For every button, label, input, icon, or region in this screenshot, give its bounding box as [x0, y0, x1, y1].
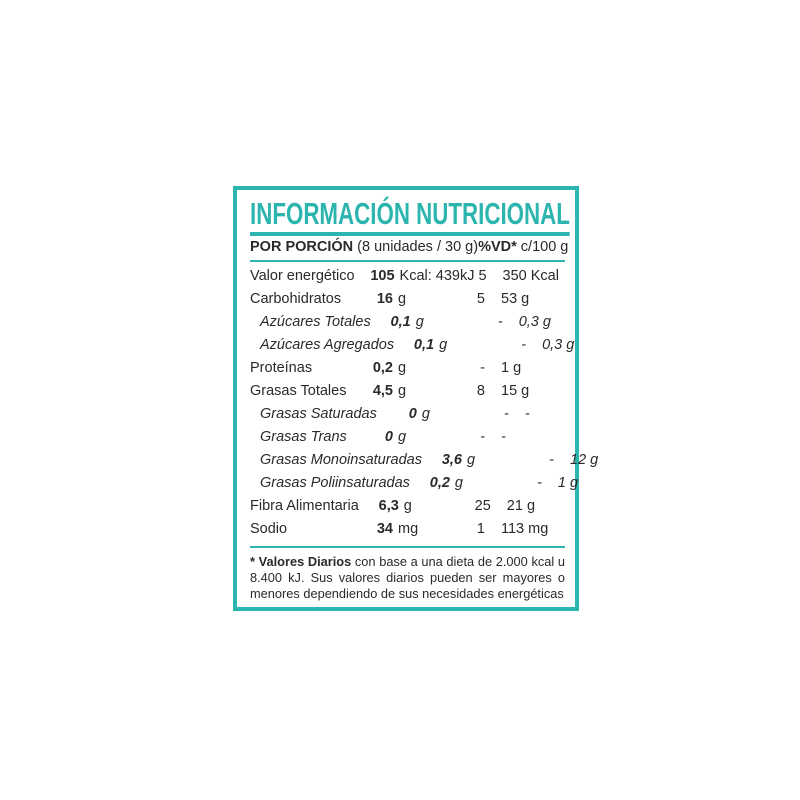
nutrient-value: 16	[376, 291, 393, 308]
nutrient-name: Sodio	[250, 521, 288, 538]
nutrient-unit: Kcal: 439kJ	[399, 268, 475, 285]
nutrient-unit: g	[398, 429, 407, 446]
nutrient-row	[250, 288, 565, 311]
nutrition-label	[233, 186, 599, 611]
serving-size-detail: (8 unidades / 30 g)	[353, 239, 479, 256]
nutrient-daily-value: -	[521, 337, 527, 354]
nutrient-unit: g	[403, 498, 412, 515]
nutrient-per-100g: -	[524, 406, 530, 423]
nutrient-unit: g	[415, 314, 424, 331]
footnote-text: con base a una dieta de 2.000 kcal u 8.400 kJ. Sus valores diarios pueden ser mayores o menores dependiendo de sus necesidades energéticas	[250, 554, 565, 602]
nutrient-row	[250, 334, 575, 357]
nutrient-value: 34	[376, 521, 393, 538]
nutrient-name: Fibra Alimentaria	[250, 498, 359, 515]
column-headers	[478, 239, 568, 255]
serving-size-label: POR PORCIÓN	[250, 239, 354, 256]
nutrient-daily-value: 5	[476, 291, 485, 308]
nutrient-per-100g: 350 Kcal	[502, 268, 559, 285]
nutrient-per-100g: 53 g	[501, 291, 530, 308]
nutrient-name: Grasas Saturadas	[260, 406, 377, 423]
nutrient-row	[250, 311, 565, 334]
nutrition-title-wrap	[250, 196, 570, 236]
nutrient-value: 0	[408, 406, 417, 423]
nutrient-name: Grasas Trans	[260, 429, 347, 446]
nutrient-row	[250, 449, 599, 472]
nutrient-name: Proteínas	[250, 360, 313, 377]
nutrient-daily-value: 5	[478, 268, 487, 285]
nutrient-per-100g: 113 mg	[501, 521, 549, 538]
nutrient-value: 0,2	[429, 475, 450, 492]
nutrient-per-100g: 0,3 g	[518, 314, 551, 331]
nutrient-unit: g	[398, 291, 407, 308]
nutrient-value: 0,1	[413, 337, 435, 354]
nutrient-daily-value: 1	[476, 521, 485, 538]
nutrient-value: 6,3	[378, 498, 399, 515]
serving-size	[250, 239, 478, 255]
nutrition-title: INFORMACIÓN NUTRICIONAL	[250, 197, 570, 236]
nutrient-unit: g	[454, 475, 463, 492]
nutrient-unit: g	[421, 406, 430, 423]
nutrient-daily-value: -	[537, 475, 542, 492]
daily-value-header: %VD*	[478, 239, 517, 256]
nutrient-value: 0	[384, 429, 393, 446]
nutrient-value: 4,5	[372, 383, 393, 400]
nutrient-name: Azúcares Totales	[260, 314, 371, 331]
nutrient-name: Grasas Monoinsaturadas	[260, 452, 422, 469]
nutrient-name: Grasas Poliinsaturadas	[260, 475, 410, 492]
nutrient-unit: g	[467, 452, 476, 469]
nutrient-unit: g	[398, 383, 407, 400]
nutrient-value: 3,6	[441, 452, 462, 469]
nutrient-rows	[250, 262, 599, 541]
nutrient-row	[250, 426, 565, 449]
nutrient-row	[250, 495, 565, 518]
serving-row	[250, 236, 569, 262]
nutrient-daily-value: 8	[476, 383, 485, 400]
nutrient-value: 0,2	[372, 360, 393, 377]
nutrient-name: Grasas Totales	[250, 383, 347, 400]
nutrient-per-100g: 0,3 g	[542, 337, 575, 354]
nutrient-per-100g: 21 g	[506, 498, 536, 515]
nutrient-value: 0,1	[390, 314, 411, 331]
nutrient-per-100g: 15 g	[501, 383, 530, 400]
nutrient-unit: g	[439, 337, 448, 354]
nutrient-row	[250, 518, 565, 541]
nutrient-row	[250, 472, 579, 495]
footnote-bold: * Valores Diarios	[250, 554, 352, 570]
nutrient-daily-value: -	[480, 429, 485, 446]
nutrient-row	[250, 357, 565, 380]
nutrient-value: 105	[370, 268, 395, 285]
nutrient-per-100g: 1 g	[557, 475, 579, 492]
nutrient-unit: mg	[398, 521, 419, 538]
nutrient-daily-value: 25	[474, 498, 491, 515]
nutrient-unit: g	[398, 360, 407, 377]
nutrient-row	[250, 403, 565, 426]
nutrient-daily-value: -	[497, 314, 503, 331]
nutrient-row	[250, 380, 565, 403]
nutrient-name: Azúcares Agregados	[260, 337, 395, 354]
nutrient-daily-value: -	[504, 406, 509, 423]
nutrient-per-100g: 1 g	[501, 360, 522, 377]
nutrient-per-100g: -	[501, 429, 506, 446]
nutrient-name: Valor energético	[250, 268, 355, 285]
nutrient-row	[250, 265, 565, 288]
footnote	[250, 548, 565, 602]
per100-header: c/100 g	[516, 239, 569, 256]
nutrient-per-100g: 12 g	[570, 452, 599, 469]
nutrient-daily-value: -	[549, 452, 554, 469]
nutrient-name: Carbohidratos	[250, 291, 342, 308]
nutrient-daily-value: -	[480, 360, 485, 377]
